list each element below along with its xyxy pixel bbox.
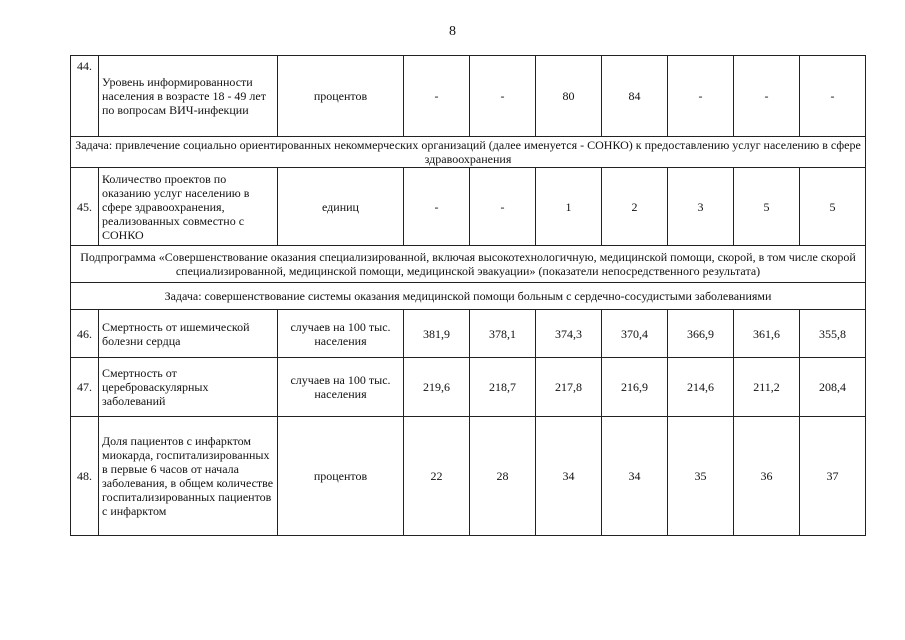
- value-cell: 370,4: [602, 310, 668, 358]
- table-row: [71, 310, 866, 358]
- table-row: [71, 358, 866, 417]
- value-cell: 211,2: [734, 358, 800, 417]
- subprogram-row: [71, 246, 866, 283]
- value-cell: 22: [404, 417, 470, 536]
- value-cell: 5: [734, 168, 800, 246]
- value-cell: 2: [602, 168, 668, 246]
- value-cell: 355,8: [800, 310, 866, 358]
- value-cell: -: [668, 56, 734, 137]
- indicators-table: [70, 55, 866, 536]
- table-row: [71, 56, 866, 137]
- value-cell: -: [734, 56, 800, 137]
- value-cell: -: [470, 168, 536, 246]
- value-cell: 80: [536, 56, 602, 137]
- unit-cell: случаев на 100 тыс. населения: [278, 310, 404, 358]
- value-cell: 1: [536, 168, 602, 246]
- value-cell: -: [470, 56, 536, 137]
- value-cell: 214,6: [668, 358, 734, 417]
- value-cell: 361,6: [734, 310, 800, 358]
- row-number: 45.: [71, 168, 99, 246]
- indicator-name: Количество проектов по оказанию услуг населению в сфере здравоохранения, реализованных совместно с СОНКО: [99, 168, 278, 246]
- value-cell: 28: [470, 417, 536, 536]
- value-cell: 3: [668, 168, 734, 246]
- unit-cell: случаев на 100 тыс. населения: [278, 358, 404, 417]
- value-cell: 34: [602, 417, 668, 536]
- row-number: 46.: [71, 310, 99, 358]
- value-cell: 218,7: [470, 358, 536, 417]
- unit-cell: единиц: [278, 168, 404, 246]
- task-heading: Задача: совершенствование системы оказания медицинской помощи больным с сердечно-сосудистыми заболеваниями: [71, 283, 866, 310]
- value-cell: 381,9: [404, 310, 470, 358]
- value-cell: 208,4: [800, 358, 866, 417]
- value-cell: 217,8: [536, 358, 602, 417]
- value-cell: 378,1: [470, 310, 536, 358]
- row-number: 48.: [71, 417, 99, 536]
- table-row: [71, 417, 866, 536]
- subprogram-heading: Подпрограмма «Совершенствование оказания специализированной, включая высокотехнологичную, медицинской помощи, скорой, в том числе скорой специализированной, медицинской помощи, медицинской эвакуации» (показатели непосредственного результата): [71, 246, 866, 283]
- indicator-name: Смертность от ишемической болезни сердца: [99, 310, 278, 358]
- table-row: [71, 168, 866, 246]
- indicator-name: Уровень информированности населения в возрасте 18 - 49 лет по вопросам ВИЧ-инфекции: [99, 56, 278, 137]
- value-cell: 36: [734, 417, 800, 536]
- task-row: [71, 283, 866, 310]
- unit-cell: процентов: [278, 417, 404, 536]
- row-number: 44.: [71, 56, 99, 137]
- row-number: 47.: [71, 358, 99, 417]
- value-cell: -: [404, 168, 470, 246]
- value-cell: -: [404, 56, 470, 137]
- task-row: [71, 137, 866, 168]
- indicator-name: Смертность от цереброваскулярных заболеваний: [99, 358, 278, 417]
- value-cell: 5: [800, 168, 866, 246]
- value-cell: 366,9: [668, 310, 734, 358]
- task-heading: Задача: привлечение социально ориентированных некоммерческих организаций (далее именуется - СОНКО) к предоставлению услуг населению в сфере здравоохранения: [71, 137, 866, 168]
- unit-cell: процентов: [278, 56, 404, 137]
- value-cell: 34: [536, 417, 602, 536]
- value-cell: 216,9: [602, 358, 668, 417]
- value-cell: 219,6: [404, 358, 470, 417]
- value-cell: 374,3: [536, 310, 602, 358]
- value-cell: 35: [668, 417, 734, 536]
- value-cell: 84: [602, 56, 668, 137]
- indicator-name: Доля пациентов с инфарктом миокарда, госпитализированных в первые 6 часов от начала заболевания, в общем количестве госпитализированных пациентов с инфарктом: [99, 417, 278, 536]
- page-number: 8: [449, 24, 456, 39]
- value-cell: -: [800, 56, 866, 137]
- value-cell: 37: [800, 417, 866, 536]
